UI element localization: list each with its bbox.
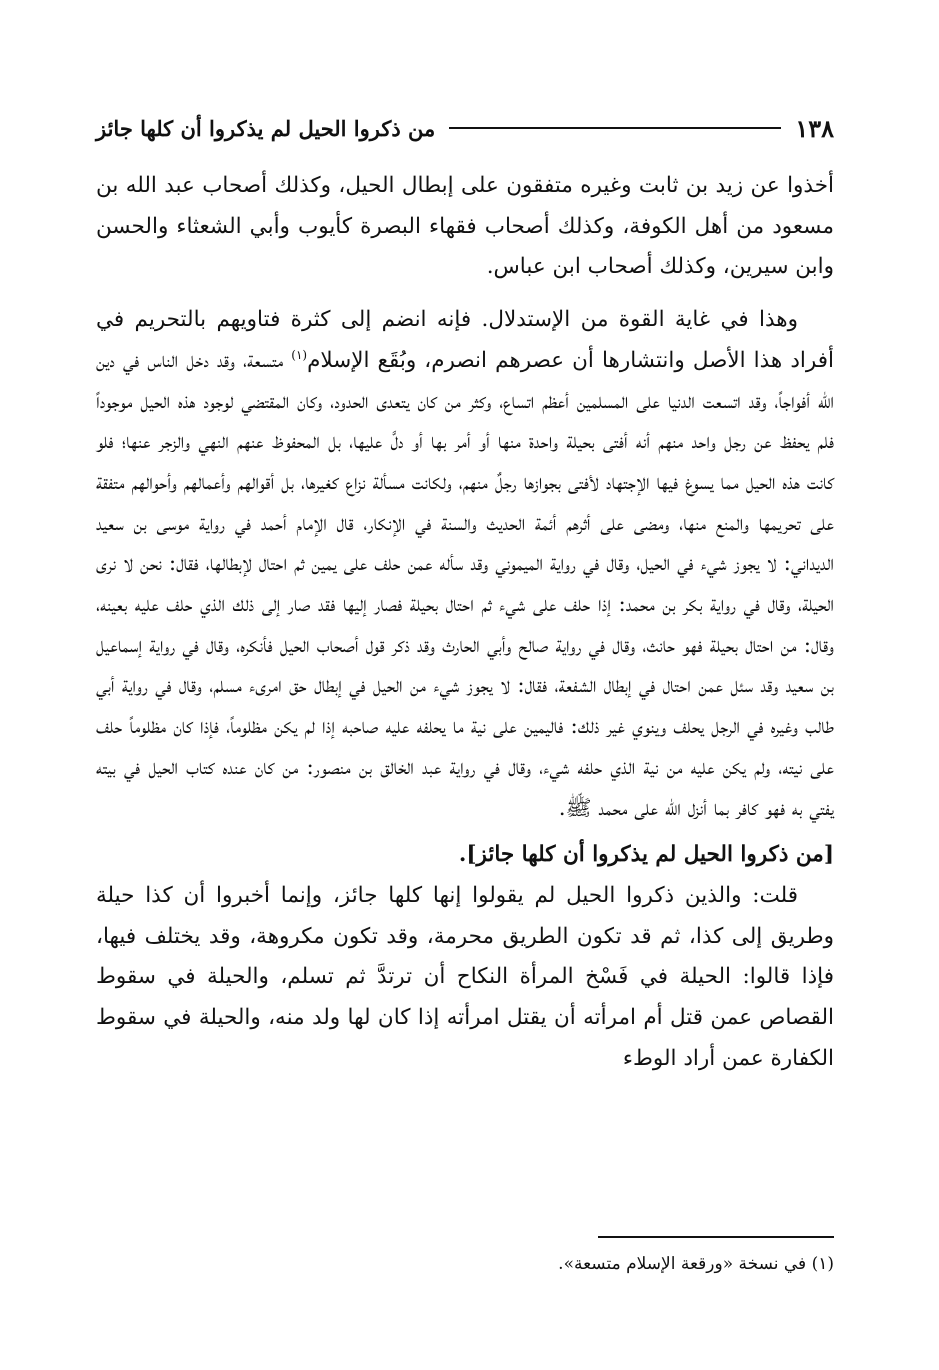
section-heading: [من ذكروا الحيل لم يذكروا أن كلها جائز]. <box>458 842 834 868</box>
footnote-1: (١) في نسخة «ورقعة الإسلام متسعة». <box>558 1254 834 1274</box>
paragraph-3: قلت: والذين ذكروا الحيل لم يقولوا إنها كلها جائز، وإنما أخبروا أن كذا حيلة وطريق إلى كذا، ثم قد تكون الطريق محرمة، وقد تكون مكروهة، وقد يختلف فيها، فإذا قالوا: الحيلة في فَسْخ المرأة النكاح أن ترتدَّ ثم تسلم، والحيلة في سقوط القصاص عمن قتل أم امرأته أن يقتل امرأته إذا كان لها ولد منه، والحيلة في سقوط الكفارة عمن أراد الوطء <box>96 882 834 1071</box>
running-title: من ذكروا الحيل لم يذكروا أن كلها جائز <box>96 115 436 141</box>
footnote-marker[interactable]: (١) <box>291 347 308 362</box>
paragraph-2 <box>96 300 834 829</box>
paragraph-1: أخذوا عن زيد بن ثابت وغيره متفقون على إبطال الحيل، وكذلك أصحاب عبد الله بن مسعود من أهل الكوفة، وكذلك أصحاب فقهاء البصرة كأيوب وأبي الشعثاء والحسن وابن سيرين، وكذلك أصحاب ابن عباس. <box>96 173 834 280</box>
page-number: ١٣٨ <box>795 113 834 143</box>
footnote-separator <box>598 1236 834 1238</box>
header-rule <box>449 127 781 129</box>
paragraph-2-part-1: وهذا في غاية القوة من الإستدلال. فإنه انضم إلى كثرة فتاويهم بالتحريم في أفراد هذا الأصل وانتشارها أن عصرهم انصرم، وبُقَع الإسلام <box>96 307 834 373</box>
main-text <box>96 166 834 1079</box>
page-header <box>96 108 834 148</box>
paragraph-2-part-2: متسعة، وقد دخل الناس في دين الله أفواجاً، وقد اتسعت الدنيا على المسلمين أعظم اتساع، وكثر من كان يتعدى الحدود، وكان المقتضي لوجود هذه الحيل موجوداً فلم يحفظ عن رجل واحد منهم أنه أفتى بحيلة واحدة منها أو أمر بها أو دلَّ عليها، بل المحفوظ عنهم النهي والزجر عنها؛ فلو كانت هذه الحيل مما يسوغ فيها الإجتهاد لأفتى بجوازها رجلٌ منهم، ولكانت مسألة نزاع كغيرها، بل أقوالهم وأعمالهم وأحوالهم متفقة على تحريمها والمنع منها، ومضى على أثرهم أئمة الحديث والسنة في الإنكار، قال الإمام أحمد في رواية موسى بن سعيد الديداني: لا يجوز شيء في الحيل، وقال في رواية الميموني وقد سأله عمن حلف على يمين ثم احتال لإبطالها، فقال: نحن لا نرى الحيلة، وقال في رواية بكر بن محمد: إذا حلف على شيء ثم احتال بحيلة فصار إليها فقد صار إلى ذلك الذي حلف عليه بعينه، وقال: من احتال بحيلة فهو حانث، وقال في رواية صالح وأبي الحارث وقد ذكر قول أصحاب الحيل فأنكره، وقال في رواية إسماعيل بن سعيد وقد سئل عمن احتال في إبطال الشفعة، فقال: لا يجوز شيء من الحيل في إبطال حق امرىء مسلم، وقال في رواية أبي طالب وغيره في الرجل يحلف وينوي غير ذلك: فاليمين على نية ما يحلفه عليه صاحبه إذا لم يكن مظلوماً، فإذا كان مظلوماً حلف على نيته، ولم يكن عليه من نية الذي حلفه شيء، وقال في رواية عبد الخالق بن منصور: من كان عنده كتاب الحيل في بيته يفتي به فهو كافر بما أنزل الله على محمد ﷺ. <box>96 347 834 821</box>
